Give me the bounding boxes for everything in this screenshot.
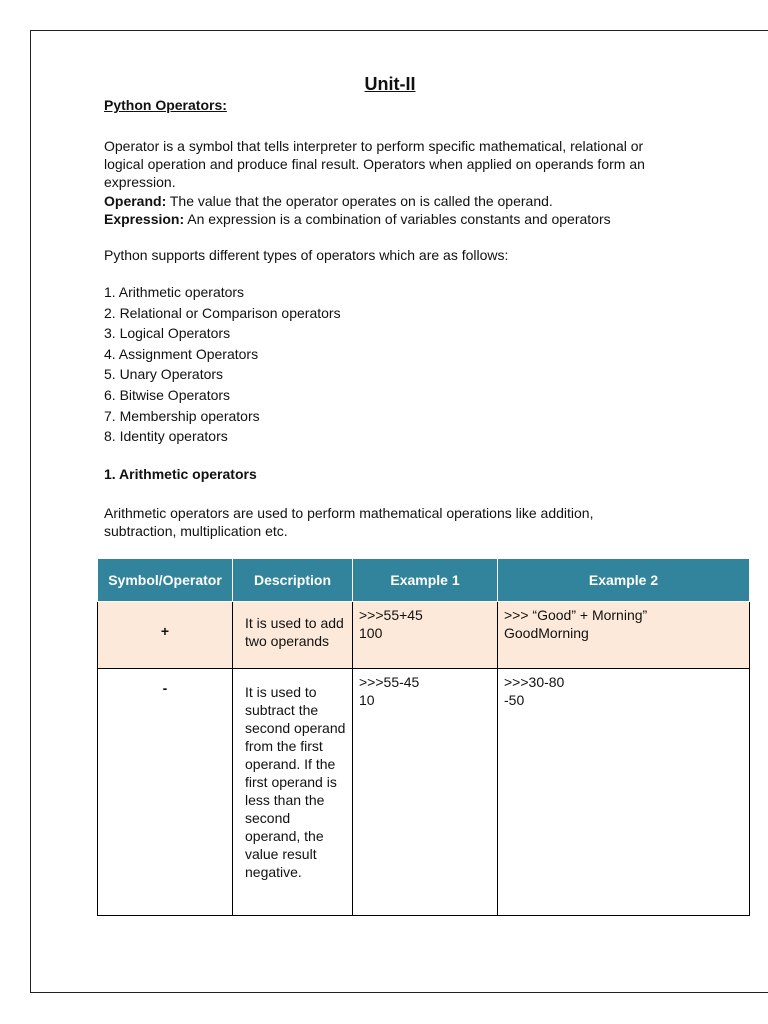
example-code: >>>55-45 (359, 674, 420, 690)
header-example-2: Example 2 (498, 559, 750, 602)
description-cell (233, 602, 353, 669)
symbol-cell (98, 669, 233, 916)
header-description: Description (233, 559, 353, 602)
example-code: >>>55+45 (359, 607, 423, 623)
list-item: 6. Bitwise Operators (104, 386, 231, 403)
expression-text: An expression is a combination of variables constants and operators (184, 211, 611, 227)
document-page (30, 30, 768, 993)
example-code: >>> “Good” + Morning” (504, 607, 648, 623)
minus-symbol: - (162, 680, 168, 696)
example-code: >>>30-80 (504, 674, 565, 690)
example-2-cell (498, 602, 750, 669)
example-1-cell (353, 669, 498, 916)
list-item: 2. Relational or Comparison operators (104, 304, 341, 321)
symbol-cell (98, 602, 233, 669)
intro-paragraph: Operator is a symbol that tells interpreter to perform specific mathematical, relational or logical operation and produce final result. Operators when applied on operands form an expression. (104, 138, 645, 190)
header-example-1: Example 1 (353, 559, 498, 602)
example-result: 100 (359, 625, 383, 641)
list-item: 3. Logical Operators (104, 325, 231, 342)
list-item: 4. Assignment Operators (104, 345, 259, 362)
example-2-cell (498, 669, 750, 916)
operand-text: The value that the operator operates on is called the operand. (166, 193, 553, 209)
description-cell (233, 669, 353, 916)
operator-types-list (104, 282, 341, 447)
section-heading: Python Operators: (104, 97, 227, 113)
list-item: 5. Unary Operators (104, 366, 224, 383)
page-title: Unit-II (364, 74, 416, 94)
list-item: 7. Membership operators (104, 407, 260, 424)
table-row (98, 669, 750, 916)
arithmetic-heading: 1. Arithmetic operators (104, 466, 257, 482)
example-1-cell (353, 602, 498, 669)
header-symbol: Symbol/Operator (98, 559, 233, 602)
example-result: 10 (359, 692, 375, 708)
description-text: It is used to subtract the second operand from the first operand. If the first operand is less than the second operand, the value result negative. (245, 684, 346, 880)
example-result: -50 (504, 692, 525, 708)
table-header-row (98, 559, 750, 602)
table-row (98, 602, 750, 669)
supports-text: Python supports different types of operators which are as follows: (104, 247, 509, 263)
operand-definition (104, 192, 684, 210)
example-result: GoodMorning (504, 625, 589, 641)
description-text: It is used to add two operands (245, 615, 344, 649)
expression-definition (104, 210, 684, 228)
list-item: 8. Identity operators (104, 428, 228, 445)
expression-label: Expression: (104, 211, 185, 227)
list-item: 1. Arithmetic operators (104, 284, 245, 300)
plus-symbol: + (160, 623, 170, 639)
operand-label: Operand: (104, 193, 167, 209)
arithmetic-operators-table (97, 558, 750, 916)
arithmetic-description: Arithmetic operators are used to perform mathematical operations like addition, subtraction, multiplication etc. (104, 505, 594, 539)
